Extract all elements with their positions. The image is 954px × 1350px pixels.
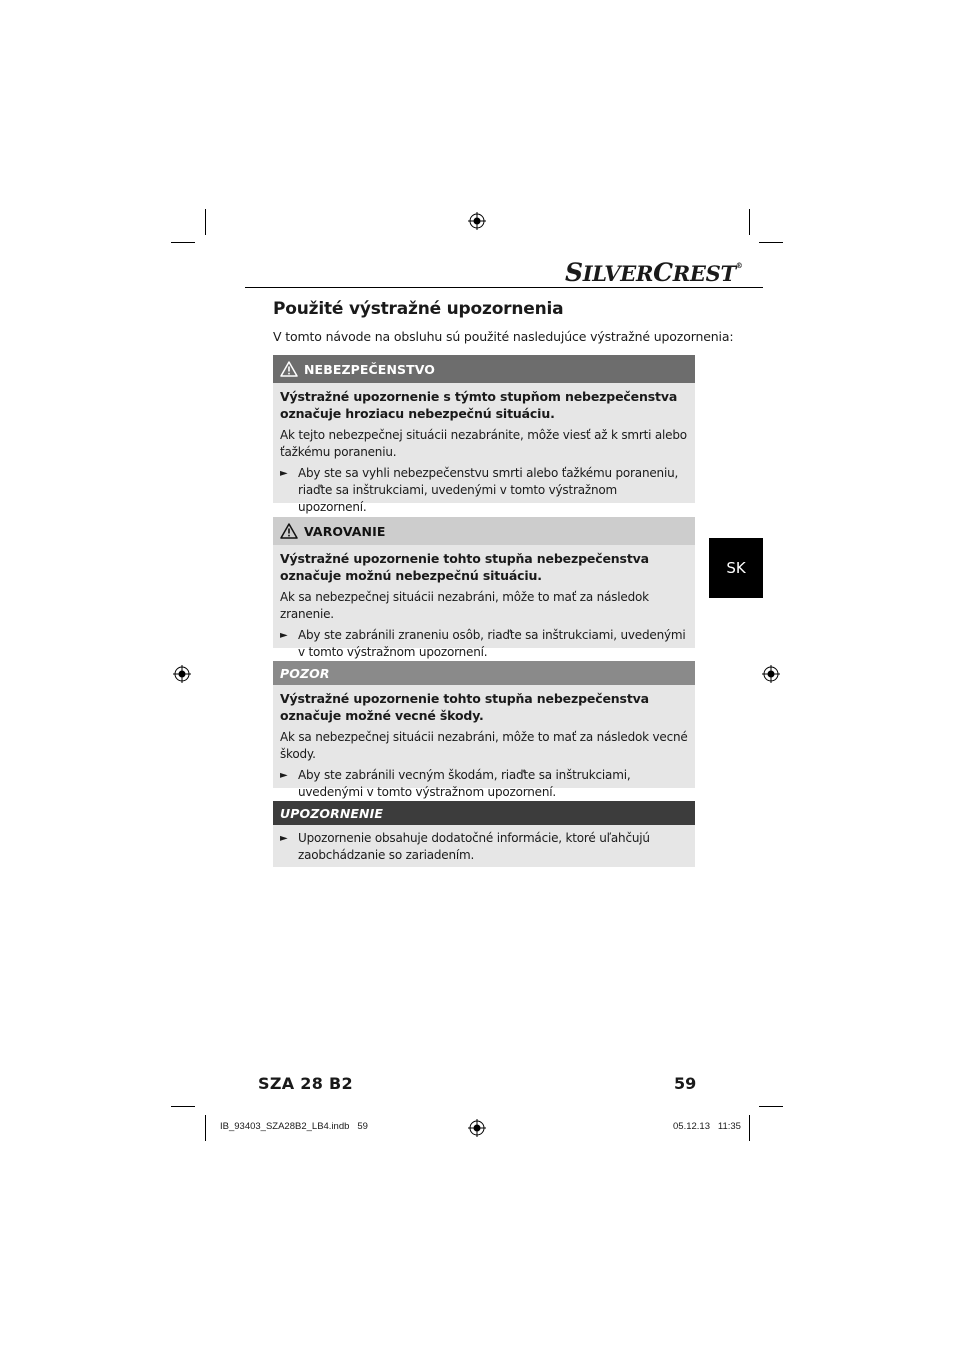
- crop-mark: [171, 242, 195, 243]
- danger-header-label: NEBEZPEČENSTVO: [304, 361, 436, 377]
- intro-text: V tomto návode na obsluhu sú použité nasledujúce výstražné upozornenia:: [273, 329, 734, 344]
- header-rule: [245, 287, 763, 288]
- page-number: 59: [674, 1074, 697, 1093]
- caution-bullet: [280, 767, 688, 801]
- warning-text: Ak sa nebezpečnej situácii nezabráni, môže to mať za následok zranenie.: [280, 590, 649, 621]
- warning-triangle-icon: [280, 523, 298, 539]
- crop-mark: [749, 1115, 750, 1141]
- danger-box: [273, 355, 695, 514]
- date-info: 05.12.13 11:35: [673, 1121, 741, 1132]
- registration-mark-icon: [468, 212, 486, 230]
- crop-mark: [205, 1115, 206, 1141]
- page-title: Použité výstražné upozornenia: [273, 299, 564, 319]
- caution-header: [273, 661, 695, 685]
- model-number: SZA 28 B2: [258, 1074, 353, 1093]
- danger-bold-text: Výstražné upozornenie s týmto stupňom nebezpečenstva označuje hroziacu nebezpečnú situáciu.: [280, 389, 678, 421]
- caution-text: Ak sa nebezpečnej situácii nezabráni, môže to mať za následok vecné škody.: [280, 730, 688, 761]
- crop-mark: [749, 209, 750, 235]
- language-tab: SK: [709, 538, 763, 598]
- danger-bullet: [280, 465, 688, 516]
- danger-text: Ak tejto nebezpečnej situácii nezabránite, môže viesť až k smrti alebo ťažkému poraneniu.: [280, 428, 687, 459]
- note-bullet-text: Upozornenie obsahuje dodatočné informácie, ktoré uľahčujú zaobchádzanie so zariadením.: [298, 831, 650, 862]
- caution-bold-text: Výstražné upozornenie tohto stupňa nebezpečenstva označuje možné vecné škody.: [280, 691, 649, 723]
- warning-header-label: VAROVANIE: [304, 523, 386, 539]
- note-header-label: UPOZORNENIE: [280, 805, 384, 821]
- bullet-arrow-icon: ►: [280, 630, 288, 641]
- caution-bullet-text: Aby ste zabránili vecným škodám, riaďte sa inštrukciami, uvedenými v tomto výstražnom upozornení.: [298, 768, 631, 799]
- registration-mark-icon: [762, 665, 780, 683]
- note-box: [273, 801, 695, 867]
- brand-logo: SILVERCREST®: [565, 258, 743, 287]
- bullet-arrow-icon: ►: [280, 468, 288, 479]
- warning-box: [273, 517, 695, 659]
- registration-mark-icon: [468, 1119, 486, 1137]
- file-info: IB_93403_SZA28B2_LB4.indb 59: [220, 1121, 368, 1132]
- crop-mark: [759, 242, 783, 243]
- crop-mark: [171, 1106, 195, 1107]
- warning-bullet: [280, 627, 688, 661]
- caution-box: [273, 661, 695, 799]
- danger-bullet-text: Aby ste sa vyhli nebezpečenstvu smrti alebo ťažkému poraneniu, riaďte sa inštrukciami, uvedenými v tomto výstražnom upozornení.: [298, 466, 679, 514]
- warning-header: [273, 517, 695, 545]
- caution-header-label: POZOR: [280, 665, 330, 681]
- warning-bullet-text: Aby ste zabránili zraneniu osôb, riaďte sa inštrukciami, uvedenými v tomto výstražnom upozornení.: [298, 628, 686, 659]
- note-header: [273, 801, 695, 825]
- danger-header: [273, 355, 695, 383]
- warning-triangle-icon: [280, 361, 298, 377]
- registration-mark-icon: [173, 665, 191, 683]
- warning-bold-text: Výstražné upozornenie tohto stupňa nebezpečenstva označuje možnú nebezpečnú situáciu.: [280, 551, 649, 583]
- crop-mark: [759, 1106, 783, 1107]
- bullet-arrow-icon: ►: [280, 833, 288, 844]
- crop-mark: [205, 209, 206, 235]
- bullet-arrow-icon: ►: [280, 770, 288, 781]
- note-bullet: [280, 830, 688, 864]
